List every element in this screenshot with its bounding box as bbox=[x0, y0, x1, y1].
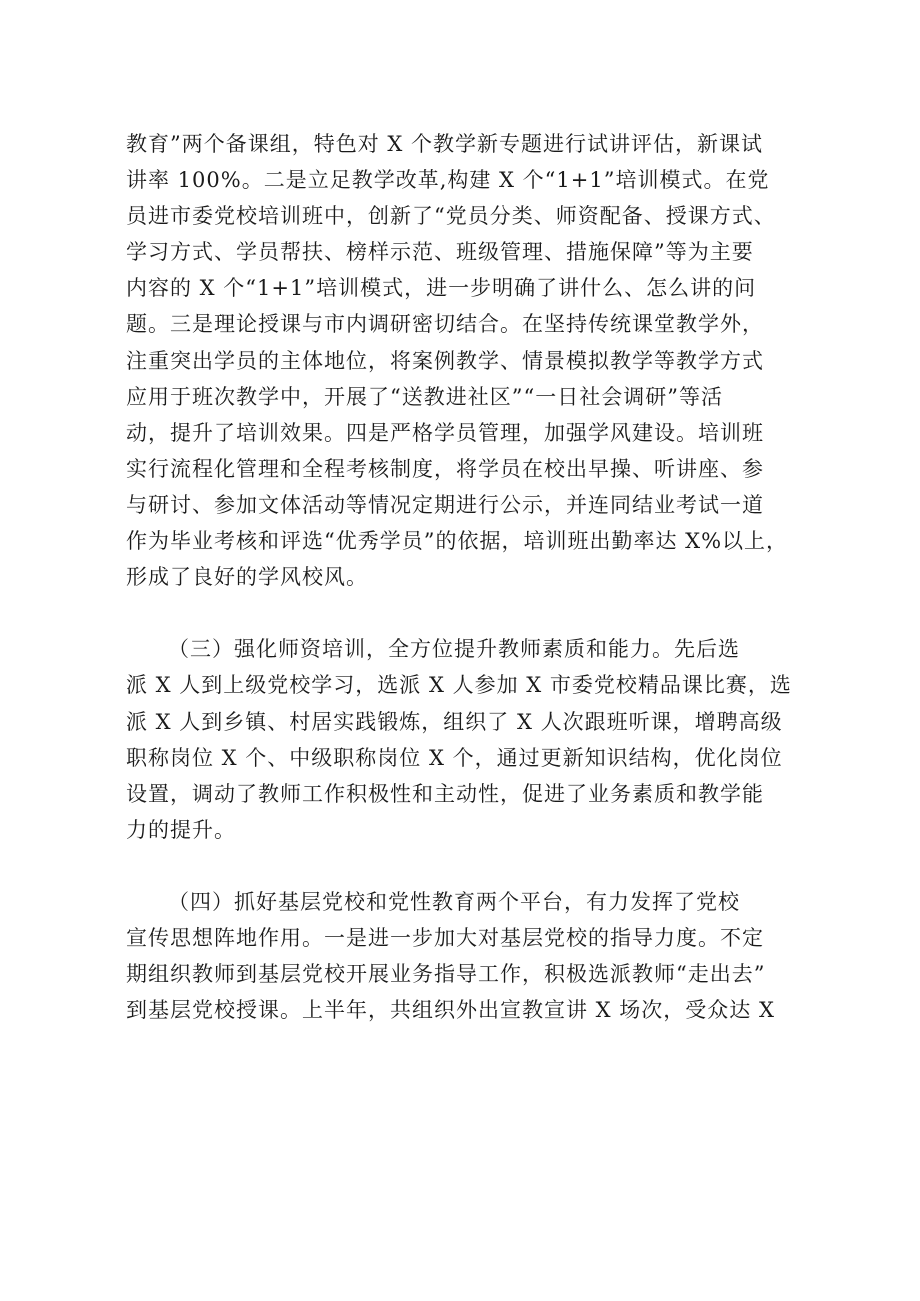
body-line: 实行流程化管理和全程考核制度，将学员在校出早操、听讲座、参 bbox=[126, 456, 764, 481]
paragraph-gap bbox=[126, 595, 802, 631]
body-line: 学习方式、学员帮扶、榜样示范、班级管理、措施保障”等为主要 bbox=[126, 240, 754, 265]
body-line: 派 X 人到乡镇、村居实践锻炼，组织了 X 人次跟班听课，增聘高级 bbox=[126, 709, 783, 734]
paragraph-gap bbox=[126, 848, 802, 884]
section-3-heading-line: （三）强化师资培训，全方位提升教师素质和能力。先后选 bbox=[168, 637, 740, 662]
body-line: 与研讨、参加文体活动等情况定期进行公示，并连同结业考试一道 bbox=[126, 492, 764, 517]
body-line: 内容的 X 个“1+1”培训模式，进一步明确了讲什么、怎么讲的问 bbox=[126, 276, 757, 301]
section-4-heading-line: （四）抓好基层党校和党性教育两个平台，有力发挥了党校 bbox=[168, 889, 740, 914]
body-line: 力的提升。 bbox=[126, 817, 236, 842]
body-line: 职称岗位 X 个、中级职称岗位 X 个，通过更新知识结构，优化岗位 bbox=[126, 745, 783, 770]
body-line: 设置，调动了教师工作积极性和主动性，促进了业务素质和教学能 bbox=[126, 781, 764, 806]
body-line: 派 X 人到上级党校学习，选派 X 人参加 X 市委党校精品课比赛，选 bbox=[126, 673, 792, 698]
body-line: 注重突出学员的主体地位，将案例教学、情景模拟教学等教学方式 bbox=[126, 348, 764, 373]
body-line: 题。三是理论授课与市内调研密切结合。在坚持传统课堂教学外， bbox=[126, 312, 764, 337]
body-line: 作为毕业考核和评选“优秀学员”的依据，培训班出勤率达 X%以上， bbox=[126, 529, 789, 554]
body-line: 形成了良好的学风校风。 bbox=[126, 565, 368, 590]
body-line: 动，提升了培训效果。四是严格学员管理，加强学风建设。培训班 bbox=[126, 420, 764, 445]
body-line: 员进市委党校培训班中，创新了“党员分类、师资配备、授课方式、 bbox=[126, 204, 776, 229]
body-line: 到基层党校授课。上半年，共组织外出宣教宣讲 X 场次，受众达 X bbox=[126, 998, 775, 1023]
body-line: 期组织教师到基层党校开展业务指导工作，积极选派教师“走出去” bbox=[126, 962, 766, 987]
body-line: 讲率 100%。二是立足教学改革,构建 X 个“1+1”培训模式。在党 bbox=[126, 168, 770, 193]
body-line: 教育”两个备课组，特色对 X 个教学新专题进行试讲评估，新课试 bbox=[126, 132, 764, 156]
body-line: 宣传思想阵地作用。一是进一步加大对基层党校的指导力度。不定 bbox=[126, 926, 764, 951]
document-body bbox=[126, 126, 802, 1028]
body-line: 应用于班次教学中，开展了“送教进社区”“一日社会调研”等活 bbox=[126, 384, 723, 409]
